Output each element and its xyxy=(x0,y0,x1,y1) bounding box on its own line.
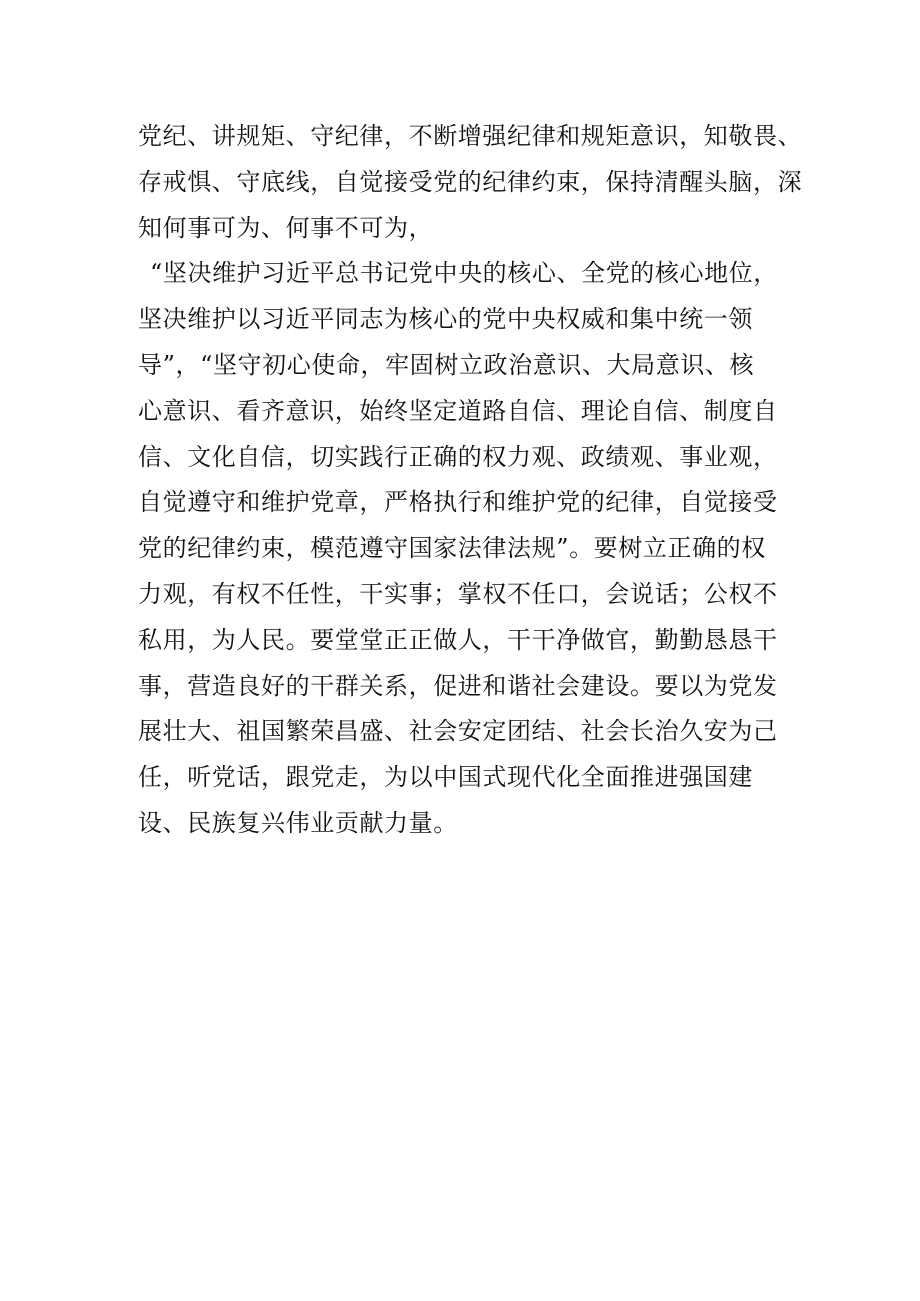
text-line: 党纪、讲规矩、守纪律，不断增强纪律和规矩意识，知敬畏、 xyxy=(138,122,803,150)
text-line: 设、民族复兴伟业贡献力量。 xyxy=(138,808,458,837)
text-line: 党的纪律约束，模范遵守国家法律法规”。要树立正确的权 xyxy=(138,534,766,563)
text-line: 事，营造良好的干群关系，促进和谐社会建设。要以为党发 xyxy=(138,671,778,700)
text-line: 自觉遵守和维护党章，严格执行和维护党的纪律，自觉接受 xyxy=(138,488,778,517)
text-line: 展壮大、祖国繁荣昌盛、社会安定团结、社会长治久安为己 xyxy=(138,717,778,746)
text-line: 私用，为人民。要堂堂正正做人，干干净做官，勤勤恳恳干 xyxy=(138,625,778,654)
text-line: 任，听党话，跟党走，为以中国式现代化全面推进强国建 xyxy=(138,763,753,792)
text-line: 力观，有权不任性，干实事；掌权不任口，会说话；公权不 xyxy=(138,579,778,608)
text-line: 信、文化自信，切实践行正确的权力观、政绩观、事业观， xyxy=(138,442,778,471)
text-line: 知何事可为、何事不可为， xyxy=(138,213,434,242)
text-line: 存戒惧、守底线，自觉接受党的纪律约束，保持清醒头脑，深 xyxy=(138,167,803,196)
text-line: 坚决维护以习近平同志为核心的党中央权威和集中统一领 xyxy=(138,305,753,334)
text-line: 心意识、看齐意识，始终坚定道路自信、理论自信、制度自 xyxy=(138,396,778,425)
body-text xyxy=(138,114,803,847)
text-line: “坚决维护习近平总书记党中央的核心、全党的核心地位， xyxy=(150,259,778,288)
text-line: 导”，“坚守初心使命，牢固树立政治意识、大局意识、核 xyxy=(138,350,755,379)
